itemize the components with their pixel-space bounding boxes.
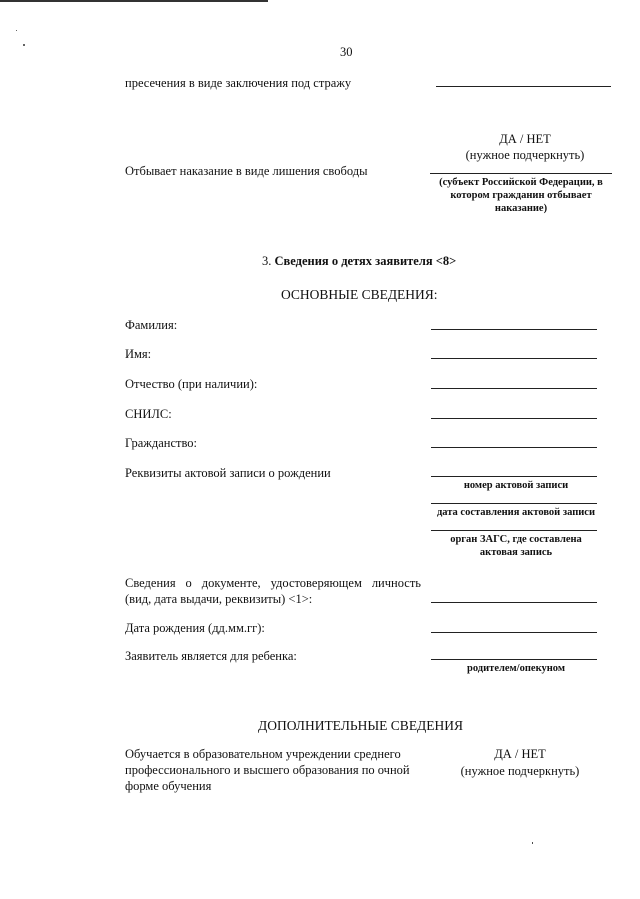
education-line-1: Обучается в образовательном учреждении среднего [125,747,401,761]
education-answer: ДА / НЕТ [494,747,546,761]
section-3-number: 3. [262,254,272,268]
scan-speck [23,44,25,46]
id-document-line [431,602,597,603]
citizenship-line [431,447,597,448]
birth-date-label: Дата рождения (дд.мм.гг): [125,621,265,635]
yes-no-value: ДА / НЕТ [499,132,551,146]
parent-caption: родителем/опекуном [467,663,565,674]
record-number-line [431,476,597,477]
scan-top-edge [0,0,268,2]
zags-caption-line2: актовая запись [479,547,553,558]
subject-caption: (субъект Российской Федерации, в котором гражданин отбывает наказание) [439,177,603,214]
applicant-is-line [431,659,597,660]
surname-line [431,329,597,330]
custody-line [436,86,611,87]
surname-label: Фамилия: [125,318,178,332]
record-date-caption: дата составления актовой записи [436,507,596,518]
record-date-line [431,503,597,504]
education-line-3: форме обучения [125,779,212,793]
education-line-2: профессионального и высшего образования по очной [125,763,410,777]
name-label: Имя: [125,347,152,361]
scan-speck [532,842,533,844]
applicant-is-label: Заявитель является для ребенка: [125,649,297,663]
subject-line [430,173,612,174]
additional-info-heading: ДОПОЛНИТЕЛЬНЫЕ СВЕДЕНИЯ [258,718,464,733]
snils-label: СНИЛС: [125,407,172,421]
section-3-title: Сведения о детях заявителя <8> [274,254,457,268]
citizenship-label: Гражданство: [125,436,198,450]
patronymic-label: Отчество (при наличии): [125,377,258,391]
scan-speck [16,30,17,31]
page-number: 30 [340,45,353,59]
zags-caption-line1: орган ЗАГС, где составлена [450,534,582,545]
basic-info-heading: ОСНОВНЫЕ СВЕДЕНИЯ: [281,287,438,302]
name-line [431,358,597,359]
yes-no-hint: (нужное подчеркнуть) [465,148,585,162]
patronymic-line [431,388,597,389]
record-number-caption: номер актовой записи [463,480,569,491]
education-hint: (нужное подчеркнуть) [460,764,580,778]
punishment-label: Отбывает наказание в виде лишения свободы [125,164,368,178]
birth-record-label: Реквизиты актовой записи о рождении [125,466,331,480]
snils-line [431,418,597,419]
birth-date-line [431,632,597,633]
section-3-heading [262,253,456,269]
custody-label: пресечения в виде заключения под стражу [125,76,352,90]
id-document-label: Сведения о документе, удостоверяющем личность (вид, дата выдачи, реквизиты) <1>: [125,576,421,606]
zags-line [431,530,597,531]
